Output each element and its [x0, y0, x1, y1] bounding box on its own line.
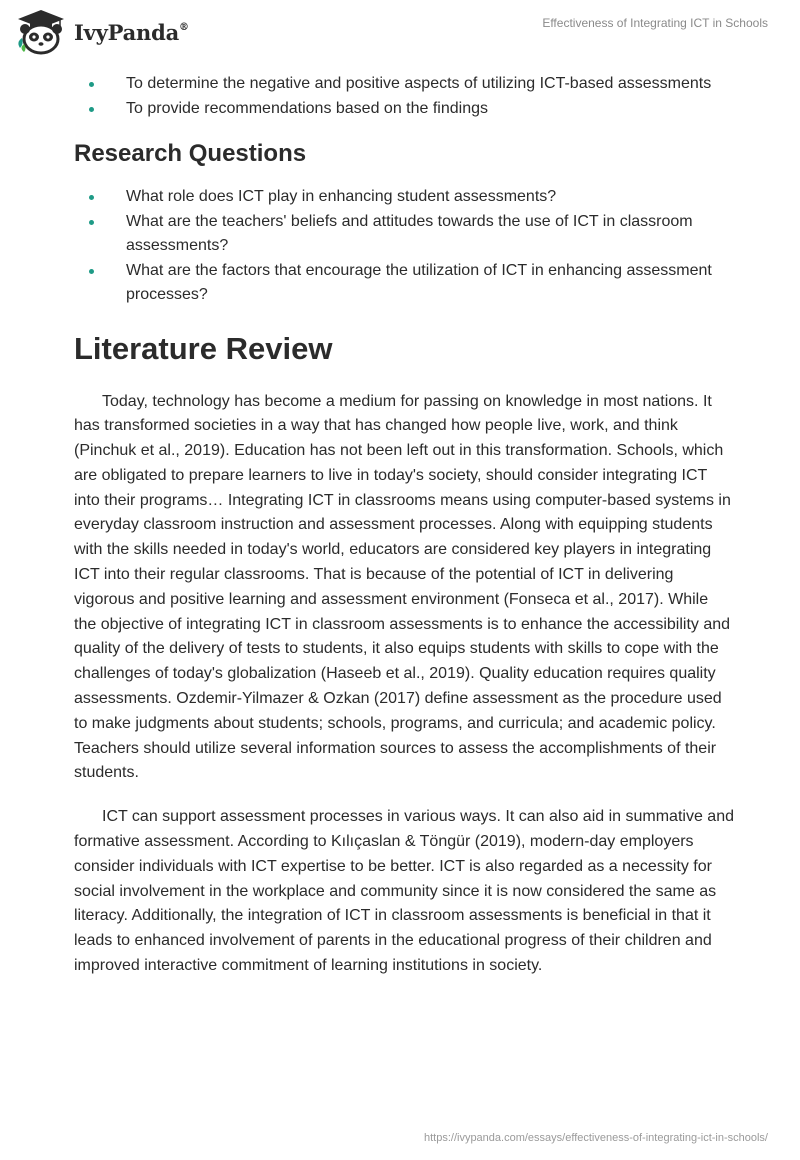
paragraph: Today, technology has become a medium for passing on knowledge in most nations. It has transformed societies in a way that has changed how people live, work, and think (Pinchuk et al., 2019). Education has not been left out in this transformation. Schools, which are obligated to prepare learners to live in today's society, should consider integrating ICT into their programs… Integrating ICT in classrooms means using computer-based systems in everyday classroom instruction and assessment processes. Along with equipping students with the skills needed in today's world, educators are considered key players in integrating ICT into their regular classrooms. That is because of the potential of ICT in delivering vigorous and positive learning and assessment environment (Fonseca et al., 2017). While the objective of integrating ICT in classroom assessments is to enhance the accessibility and quality of the delivery of tests to students, it also equips students with skills to cope with the challenges of today's globalization (Haseeb et al., 2019). Quality education requires quality assessments. Ozdemir-Yilmazer & Ozkan (2017) define assessment as the procedure used to make judgments about students; schools, programs, and curricula; and academic policy. Teachers should utilize several information sources to assess the accomplishments of their students. — [74, 392, 731, 782]
ivypanda-logo[interactable] — [14, 8, 189, 56]
brand-name: IvyPanda® — [74, 19, 189, 45]
list-item: To provide recommendations based on the findings — [74, 97, 734, 122]
document-title: Effectiveness of Integrating ICT in Schools — [542, 16, 768, 30]
list-item: What are the teachers' beliefs and attitudes towards the use of ICT in classroom assessments? — [74, 210, 734, 259]
article-content — [74, 64, 734, 979]
bullet-icon — [89, 220, 94, 225]
paragraph: ICT can support assessment processes in various ways. It can also aid in summative and formative assessment. According to Kılıçaslan & Töngür (2019), modern-day employers consider individuals with ICT expertise to be better. ICT is also regarded as a necessity for social involvement in the workplace and community since it is now considered the same as literacy. Additionally, the integration of ICT in classroom assessments is beneficial in that it leads to enhanced involvement of parents in the educational progress of their children and improved interactive commitment of learning institutions in society. — [74, 808, 734, 975]
literature-review-heading: Literature Review — [74, 330, 333, 366]
bullet-icon — [89, 269, 94, 274]
list-item: What are the factors that encourage the utilization of ICT in enhancing assessment processes? — [74, 259, 734, 308]
list-item: To determine the negative and positive aspects of utilizing ICT-based assessments — [74, 72, 734, 97]
page-header — [0, 0, 800, 64]
bullet-icon — [89, 107, 94, 112]
list-item: What role does ICT play in enhancing student assessments? — [74, 185, 734, 210]
objectives-list — [74, 72, 734, 121]
source-url[interactable]: https://ivypanda.com/essays/effectiveness-of-integrating-ict-in-schools/ — [423, 1132, 768, 1144]
bullet-icon — [89, 82, 94, 87]
panda-graduate-icon — [14, 8, 68, 56]
research-questions-heading: Research Questions — [74, 140, 307, 167]
bullet-icon — [89, 195, 94, 200]
research-questions-list — [74, 185, 734, 308]
